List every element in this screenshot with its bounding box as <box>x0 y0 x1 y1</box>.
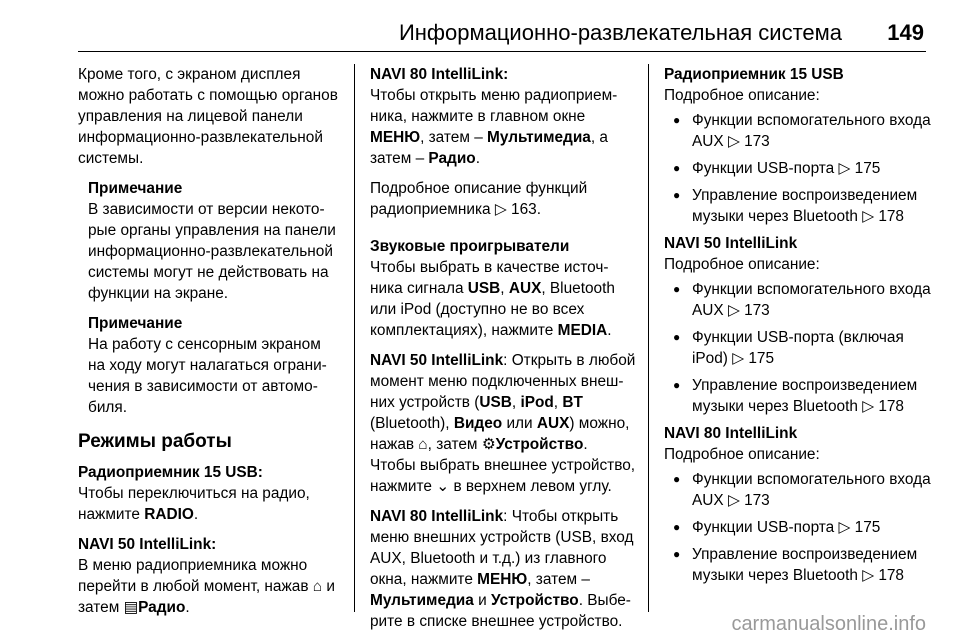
note-2-text: На работу с сенсорным экраном на ходу могут налагаться ограничения в зависимости от автомобиля. <box>88 336 327 416</box>
ref-arrow-icon: ▷ <box>862 398 875 415</box>
list-item: ● Управление воспроизведением музыки через Bluetooth ▷ 178 <box>664 544 934 586</box>
radio-ref: Подробное описание функций радиоприемника ▷ 163. <box>370 180 588 218</box>
list-item: ● Функции вспомогательного входа AUX ▷ 173 <box>664 279 934 321</box>
radio15-desc-title: Радиоприемник 15 USB <box>664 66 844 83</box>
ref-arrow-icon: ▷ <box>838 519 851 536</box>
home-icon: ⌂ <box>312 578 323 595</box>
ref-arrow-icon: ▷ <box>732 350 745 367</box>
ref-arrow-icon: ▷ <box>862 567 875 584</box>
watermark: carmanualsonline.info <box>731 613 926 635</box>
list-item: ● Функции USB-порта ▷ 175 <box>664 517 934 538</box>
note-1 <box>88 178 340 304</box>
list-item: ● Функции USB-порта (включая iPod) ▷ 175 <box>664 327 934 369</box>
header-title: Информационно-развлекательная система <box>398 20 842 45</box>
header-rule <box>78 51 926 52</box>
desc-label: Подробное описание: <box>664 256 820 273</box>
navi50-title: NAVI 50 IntelliLink: <box>78 536 217 553</box>
players-text: Чтобы выбрать в качестве источника сигнала USB, AUX, Bluetooth или iPod (доступно не во всех комплектациях), нажмите MEDIA. <box>370 259 615 339</box>
note-2-title: Примечание <box>88 315 183 332</box>
list-item: ● Функции вспомогательного входа AUX ▷ 173 <box>664 469 934 511</box>
page-header <box>0 0 960 52</box>
ref-arrow-icon: ▷ <box>727 492 740 509</box>
navi50-list <box>664 279 934 417</box>
navi50-desc-title: NAVI 50 IntelliLink <box>664 235 798 252</box>
note-1-title: Примечание <box>88 180 183 197</box>
ref-arrow-icon: ▷ <box>727 302 740 319</box>
column-divider-1 <box>354 64 355 612</box>
gear-icon: ⚙ <box>481 436 496 453</box>
radio15-list <box>664 110 934 227</box>
section-heading: Режимы работы <box>78 431 232 452</box>
navi80-title: NAVI 80 IntelliLink: <box>370 66 509 83</box>
desc-label: Подробное описание: <box>664 87 820 104</box>
desc-label: Подробное описание: <box>664 446 820 463</box>
home-icon: ⌂ <box>418 436 428 453</box>
list-item: ● Управление воспроизведением музыки через Bluetooth ▷ 178 <box>664 185 934 227</box>
ref-arrow-icon: ▷ <box>838 160 851 177</box>
navi80-text: Чтобы открыть меню радиоприемника, нажмите в главном окне МЕНЮ, затем – Мультимедиа, а затем – Радио. <box>370 87 618 167</box>
intro-paragraph: Кроме того, с экраном дисплея можно работать с помощью органов управления на лицевой панели информационно-развлекательной системы. <box>78 66 338 167</box>
navi50-paragraph: NAVI 50 IntelliLink: Открыть в любой момент меню подключенных внешних устройств (USB, iPod, BT (Bluetooth), Видео или AUX) можно, нажав ⌂, затем ⚙Устройство. <box>370 352 636 453</box>
radio-icon: ▤ <box>123 599 139 616</box>
column-2 <box>370 64 636 632</box>
radio15-text: Чтобы переключиться на радио, нажмите RADIO. <box>78 485 310 523</box>
players-heading: Звуковые проигрыватели <box>370 238 570 255</box>
ref-arrow-icon: ▷ <box>862 208 875 225</box>
list-item: ● Функции вспомогательного входа AUX ▷ 173 <box>664 110 934 152</box>
list-item: ● Управление воспроизведением музыки через Bluetooth ▷ 178 <box>664 375 934 417</box>
chevron-down-icon: ⌄ <box>436 478 450 495</box>
ref-arrow-icon: ▷ <box>494 201 507 218</box>
select-device-text: Чтобы выбрать внешнее устройство, нажмите ⌄ в верхнем левом углу. <box>370 457 636 495</box>
list-item: ● Функции USB-порта ▷ 175 <box>664 158 934 179</box>
page-number: 149 <box>887 20 924 45</box>
column-3 <box>664 64 934 592</box>
note-1-text: В зависимости от версии некоторые органы управления на панели информационно-развлекательной системы могут не действовать на функции на экране. <box>88 201 336 302</box>
note-2 <box>88 313 340 418</box>
navi80-desc-title: NAVI 80 IntelliLink <box>664 425 798 442</box>
column-divider-2 <box>648 64 649 612</box>
ref-arrow-icon: ▷ <box>727 133 740 150</box>
column-1 <box>78 64 340 618</box>
radio15-title: Радиоприемник 15 USB: <box>78 464 263 481</box>
radio-button-label: RADIO <box>144 506 194 523</box>
navi50-text: В меню радиоприемника можно перейти в любой момент, нажав ⌂ и затем ▤Радио. <box>78 557 335 616</box>
navi80-paragraph: NAVI 80 IntelliLink: Чтобы открыть меню внешних устройств (USB, вход AUX, Bluetooth и т.д.) из главного окна, нажмите МЕНЮ, затем – Мультимедиа и Устройство. Выберите в списке внешнее устройство. <box>370 508 634 630</box>
navi80-list <box>664 469 934 586</box>
